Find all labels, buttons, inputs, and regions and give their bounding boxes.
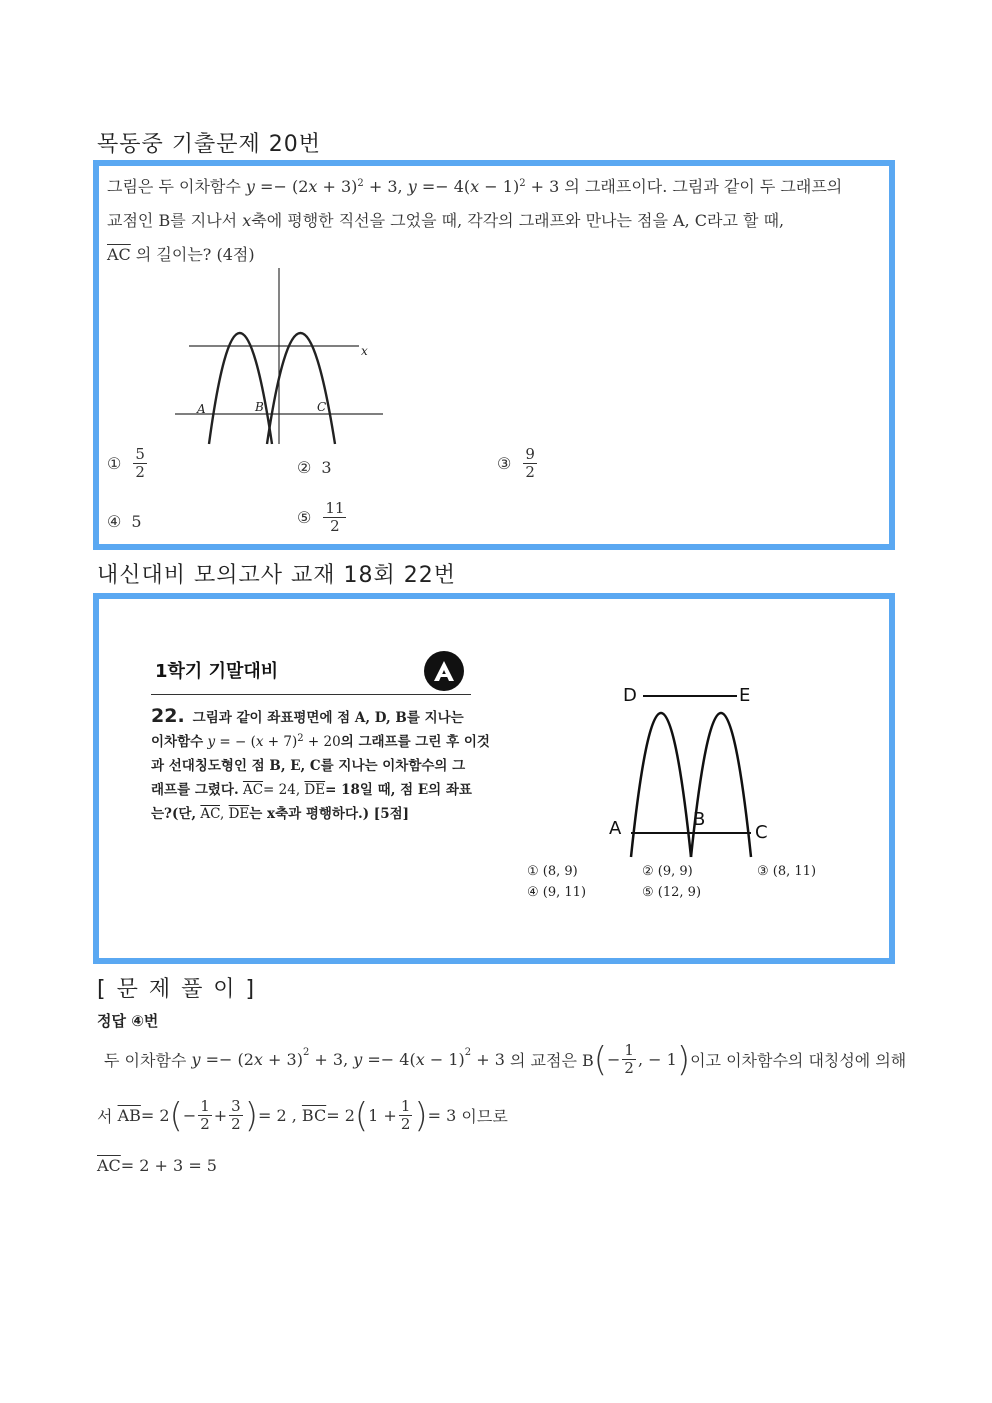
- solution-line3: $\overline{AC}$ = 2 + 3 = 5: [97, 1156, 217, 1175]
- choice-1[interactable]: ① $\frac{5}{2}$: [107, 445, 145, 481]
- choice-4[interactable]: ④ 5: [107, 512, 142, 531]
- label-d: D: [623, 685, 637, 706]
- section1-heading: 목동중 기출문제 20번: [97, 132, 321, 157]
- problem1-line3: $\overline{AC}$ 의 길이는? (4점): [107, 245, 255, 264]
- choice2-1[interactable]: ① (8, 9): [527, 864, 578, 879]
- divider: [151, 694, 471, 695]
- badge-logo: [424, 651, 464, 691]
- choice-3[interactable]: ③ $\frac{9}{2}$: [497, 445, 535, 481]
- a-logo-icon: [431, 658, 457, 684]
- label-e: E: [739, 685, 751, 706]
- choice2-2[interactable]: ② (9, 9): [642, 864, 693, 879]
- label-a: A: [609, 818, 622, 839]
- choice2-5[interactable]: ⑤ (12, 9): [642, 885, 702, 900]
- solution-line1: 두 이차함수 $y =- (2x + 3)^2 + 3$, $y =- 4(x - 1)^2 + 3$ 의 교점은 B ( − $\frac{1}{2}$ , − 1 ) 이고 이차함수의 대칭성에 의해: [104, 1039, 907, 1080]
- choice-5[interactable]: ⑤ $\frac{11}{2}$: [297, 499, 345, 535]
- choice-2[interactable]: ② 3: [297, 458, 332, 477]
- problem2-box: [93, 593, 895, 964]
- choice2-4[interactable]: ④ (9, 11): [527, 885, 587, 900]
- problem2-choices: [527, 861, 816, 903]
- x-axis-label: x: [361, 344, 368, 358]
- problem1-box: [93, 160, 895, 550]
- label-c: C: [755, 822, 768, 843]
- section2-heading: 내신대비 모의고사 교재 18회 22번: [97, 563, 456, 588]
- solution-heading: [ 문 제 풀 이 ]: [97, 977, 257, 1002]
- point-a-label: A: [197, 402, 206, 416]
- choice2-3[interactable]: ③ (8, 11): [757, 864, 817, 879]
- label-b: B: [693, 809, 706, 830]
- badge-title: 1학기 기말대비: [155, 661, 279, 682]
- problem2-text: 22. 그림과 같이 좌표평면에 점 A, D, B를 지나는 이차함수 y = − $(x + 7)^2 + 20$의 그래프를 그린 후 이것 과 선대칭도형인 점 B, E, C를 지나는 이차함수의 그 래프를 그렸다. $\overline{AC}= 24$, $\overline{DE}= 18$일 때, 점 E의 좌표 는?(단, $\overline{AC}$, $\overline{DE}$는 x축과 평행하다.) [5점]: [151, 705, 490, 822]
- solution-line2: 서 $\overline{AB}$ = 2 ( − $\frac{1}{2}$ + $\frac{3}{2}$ ) = 2 , $\overline{BC}$ = 2 ( 1 + $\frac{1}{2}$ ) = 3 이므로: [97, 1095, 508, 1136]
- equation-1: $y =- (2x + 3)^2 + 3$, $y =- 4(x - 1)^2 + 3$: [245, 177, 565, 196]
- problem1-line1: 그림은 두 이차함수 $y =- (2x + 3)^2 + 3$, $y =- 4(x - 1)^2 + 3$ 의 그래프이다. 그림과 같이 두 그래프의: [107, 177, 843, 196]
- point-c-label: C: [317, 400, 327, 414]
- answer-line: 정답 ④번: [97, 1012, 159, 1030]
- point-b-label: B: [255, 400, 264, 414]
- problem1-line2: 교점인 B를 지나서 x축에 평행한 직선을 그었을 때, 각각의 그래프와 만나는 점을 A, C라고 할 때,: [107, 211, 785, 230]
